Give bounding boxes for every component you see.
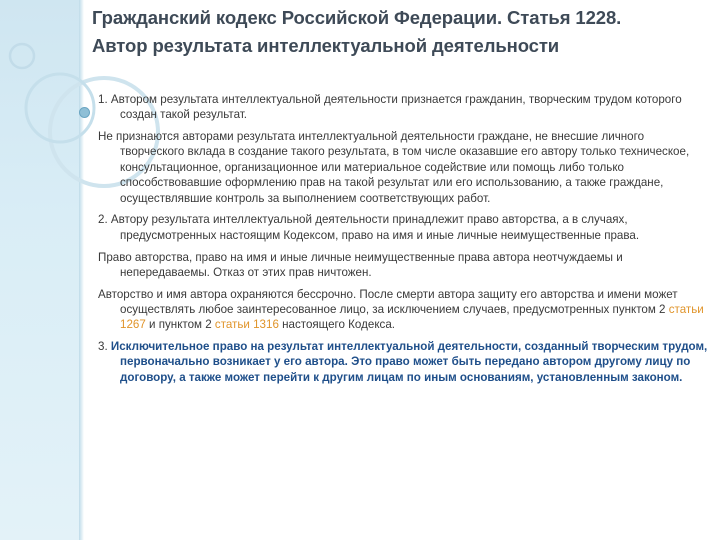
paragraph-2: Не признаются авторами результата интеллектуальной деятельности граждане, не внесшие личного творческого вклада в создание такого результата, в том числе оказавшие его автору только техническое, консультационное, организационное или материальное содействие или помощь либо только способствовавшие оформлению прав на такой результат или его использованию, а также граждане, осуществлявшие контроль за выполнением соответствующих работ. <box>98 130 690 205</box>
small-circle <box>10 44 34 68</box>
paragraph-5 <box>98 287 710 333</box>
title-line-2: Автор результата интеллектуальной деятельности <box>92 35 560 56</box>
paragraph-4: Право авторства, право на имя и иные личные неимущественные права автора неотчуждаемы и непередаваемы. Отказ от этих прав ничтожен. <box>98 250 623 279</box>
article-1316-link[interactable]: статьи 1316 <box>214 318 279 332</box>
article-text <box>98 92 710 391</box>
paragraph-3: 2. Автору результата интеллектуальной деятельности принадлежит право авторства, а в случаях, предусмотренных настоящим Кодексом, право на имя и иные личные неимущественные права. <box>98 213 640 242</box>
exclusive-right-text: Исключительное право на результат интеллектуальной деятельности, созданный творческим трудом, первоначально возникает у его автора. Это право может быть передано автором другому лицу по договору, а также может перейти к другим лицам по иным основаниям, установленным законом. <box>110 339 708 384</box>
paragraph-5-text-b: и пунктом 2 <box>145 318 215 332</box>
paragraph-1: 1. Автором результата интеллектуальной деятельности признается гражданин, творческим трудом которого создан такой результат. <box>98 93 682 122</box>
title-line-1: Гражданский кодекс Российской Федерации. Статья 1228. <box>92 7 622 28</box>
paragraph-5-text-c: настоящего Кодекса. <box>278 318 396 332</box>
paragraph-6-number: 3. <box>98 339 108 353</box>
paragraph-6 <box>98 339 710 385</box>
paragraph-bullet <box>79 107 90 118</box>
slide-title <box>92 4 720 60</box>
paragraph-5-text-a: Авторство и имя автора охраняются бессрочно. После смерти автора защиту его авторства и имени может осуществлять любое заинтересованное лицо, за исключением случаев, предусмотренных пунктом 2 <box>98 287 678 316</box>
article-1267-link[interactable]: статьи 1267 <box>120 302 704 332</box>
